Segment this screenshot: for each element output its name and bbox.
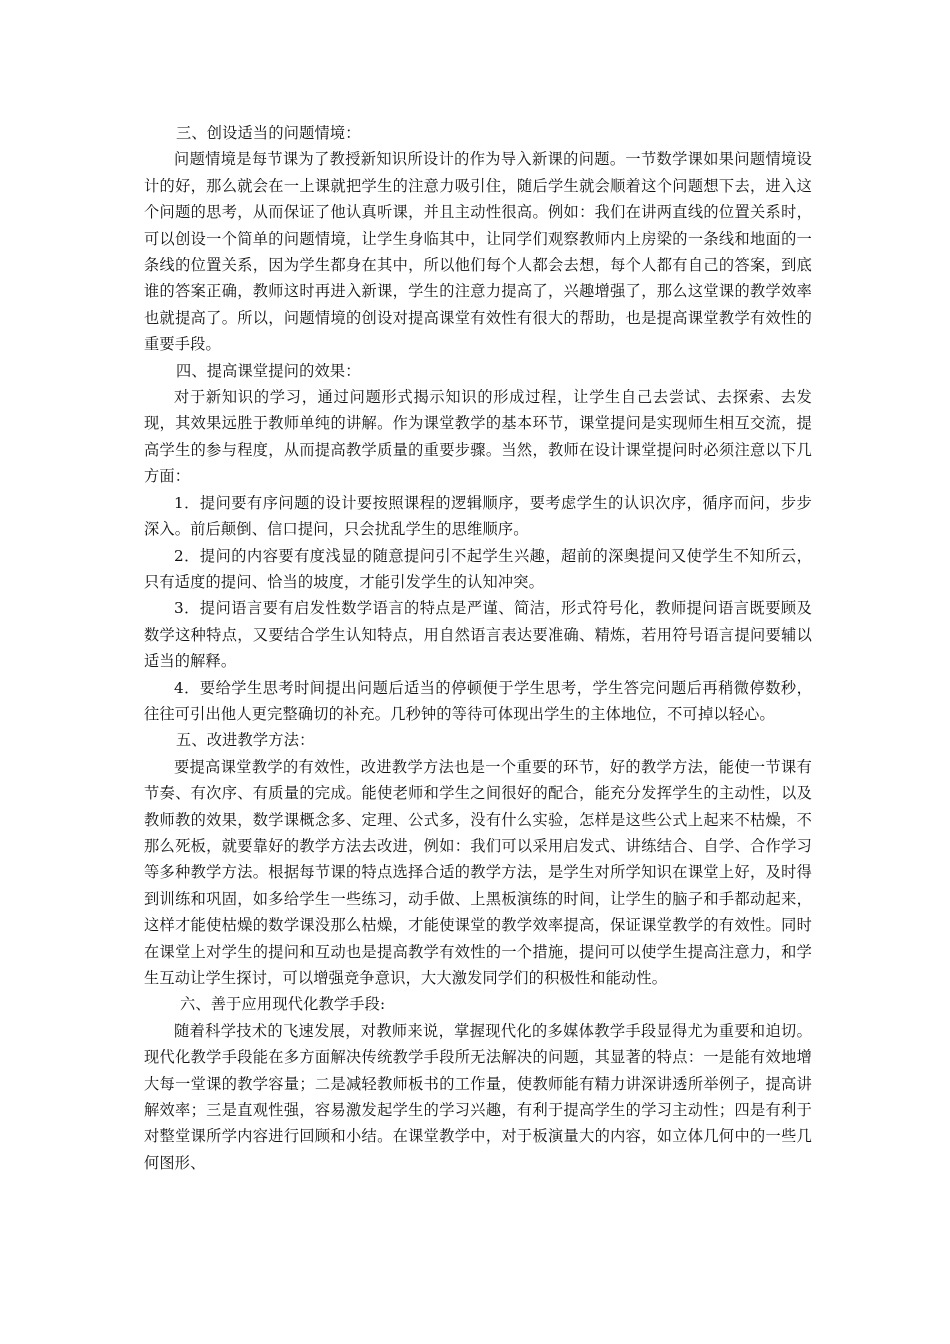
section-heading-3: 三、创设适当的问题情境： [176, 124, 361, 142]
section-heading-5: 五、改进教学方法： [176, 731, 315, 750]
document-page [144, 120, 812, 1176]
paragraph-point-4: 4．要给学生思考时间提出问题后适当的停顿便于学生思考，学生答完问题后再稍微停数秒，往往可引出他人更完整确切的补充。几秒钟的等待可体现出学生的主体地位，不可掉以轻心。 [144, 678, 812, 723]
section-heading-4: 四、提高课堂提问的效果： [176, 361, 361, 380]
paragraph-modern-means: 随着科学技术的飞速发展，对教师来说，掌握现代化的多媒体教学手段显得尤为重要和迫切。现代化教学手段能在多方面解决传统教学手段所无法解决的问题，其显著的特点：一是能有效地增大每一堂课的教学容量；二是减轻教师板书的工作量，使教师能有精力讲深讲透所举例子，提高讲解效率；三是直观性强，容易激发起学生的学习兴趣，有利于提高学生的学习主动性；四是有利于对整堂课所学内容进行回顾和小结。在课堂教学中，对于板演量大的内容，如立体几何中的一些几何图形、 [144, 1021, 812, 1172]
section-heading-6: 六、善于应用现代化教学手段: [180, 995, 386, 1014]
paragraph-point-1: 1．提问要有序问题的设计要按照课程的逻辑顺序，要考虑学生的认识次序，循序而问，步步深入。前后颠倒、信口提问，只会扰乱学生的思维顺序。 [144, 493, 812, 539]
paragraph-teaching-methods: 要提高课堂教学的有效性，改进教学方法也是一个重要的环节，好的教学方法，能使一节课有节奏、有次序、有质量的完成。能使老师和学生之间很好的配合，能充分发挥学生的主动性，以及教师教的效果，数学课概念多、定理、公式多，没有什么实验，怎样是这些公式上起来不枯燥，不那么死板，就要靠好的教学方法去改进，例如：我们可以采用启发式、讲练结合、自学、合作学习等多种教学方法。根据每节课的特点选择合适的教学方法，是学生对所学知识在课堂上好，及时得到训练和巩固，如多给学生一些练习，动手做、上黑板演练的时间，让学生的脑子和手都动起来，这样才能使枯燥的数学课没那么枯燥，才能使课堂的教学效率提高，保证课堂教学的有效性。同时在课堂上对学生的提问和互动也是提高教学有效性的一个措施，提问可以使学生提高注意力，和学生互动让学生探讨，可以增强竞争意识，大大激发同学们的积极性和能动性。 [144, 757, 812, 987]
paragraph-point-3: 3．提问语言要有启发性数学语言的特点是严谨、简洁，形式符号化，教师提问语言既要顾及数学这种特点，又要结合学生认知特点，用自然语言表达要准确、精炼，若用符号语言提问要辅以适当的解释。 [144, 599, 812, 671]
paragraph-questioning-intro: 对于新知识的学习，通过问题形式揭示知识的形成过程，让学生自己去尝试、去探索、去发现，其效果远胜于教师单纯的讲解。作为课堂教学的基本环节，课堂提问是实现师生相互交流，提高学生的参与程度，从而提高教学质量的重要步骤。当然，教师在设计课堂提问时必须注意以下几方面： [144, 388, 812, 486]
paragraph-point-2: 2．提问的内容要有度浅显的随意提问引不起学生兴趣，超前的深奥提问又使学生不知所云，只有适度的提问、恰当的坡度，才能引发学生的认知冲突。 [144, 546, 812, 591]
paragraph-problem-situation: 问题情境是每节课为了教授新知识所设计的作为导入新课的问题。一节数学课如果问题情境设计的好，那么就会在一上课就把学生的注意力吸引住，随后学生就会顺着这个问题想下去，进入这个问题的思考，从而保证了他认真听课，并且主动性很高。例如：我们在讲两直线的位置关系时，可以创设一个简单的问题情境，让学生身临其中，让同学们观察教师内上房梁的一条线和地面的一条线的位置关系，因为学生都身在其中，所以他们每个人都会去想，每个人都有自己的答案，到底谁的答案正确，教师这时再进入新课，学生的注意力提高了，兴趣增强了，那么这堂课的教学效率也就提高了。所以，问题情境的创设对提高课堂有效性有很大的帮助，也是提高课堂教学有效性的重要手段。 [144, 150, 812, 354]
